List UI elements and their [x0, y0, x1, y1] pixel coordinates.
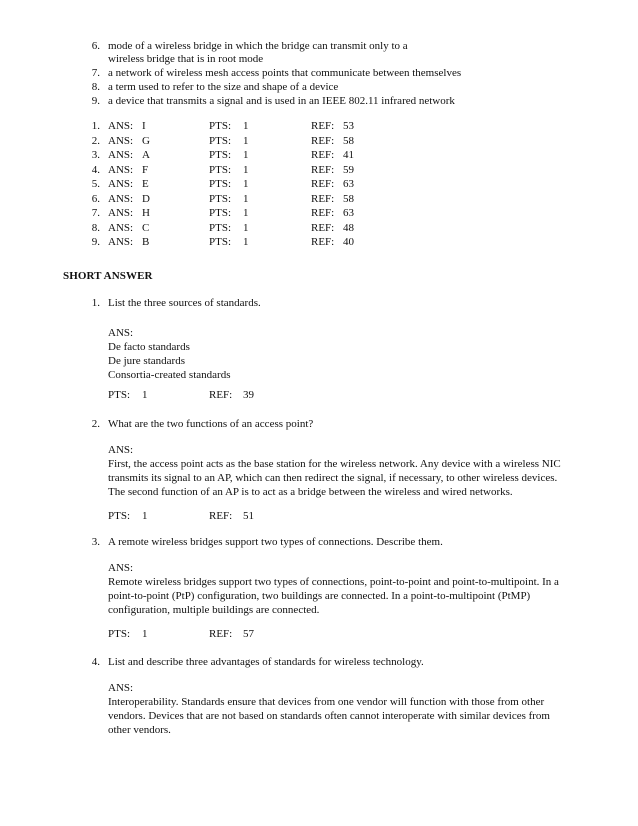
ref-value: 53	[343, 120, 354, 132]
pts-value: 1	[243, 193, 249, 205]
answer-line: Remote wireless bridges support two types of connections, point-to-point and point-to-multipoint. In a	[108, 576, 559, 588]
ans-label: ANS:	[108, 135, 134, 147]
question-number: 3.	[91, 536, 100, 548]
ref-label: REF:	[209, 628, 233, 640]
question-number: 2.	[91, 418, 100, 430]
ref-label: REF:	[311, 207, 335, 219]
ans-label: ANS:	[108, 207, 134, 219]
row-number: 6.	[91, 193, 100, 205]
answer-line: Consortia-created standards	[108, 369, 231, 381]
pts-value: 1	[243, 135, 249, 147]
ans-label: ANS:	[108, 222, 134, 234]
ans-value: A	[142, 149, 150, 161]
ans-value: B	[142, 236, 150, 248]
question-text: What are the two functions of an access point?	[108, 418, 314, 430]
row-number: 7.	[91, 207, 100, 219]
ans-value: E	[142, 178, 149, 190]
pts-value: 1	[243, 149, 249, 161]
ref-label: REF:	[311, 178, 335, 190]
pts-label: PTS:	[209, 120, 232, 132]
question-text: List and describe three advantages of standards for wireless technology.	[108, 656, 424, 668]
item-number: 7.	[91, 67, 100, 79]
ref-value: 40	[343, 236, 354, 248]
pts-value: 1	[243, 207, 249, 219]
row-number: 2.	[91, 135, 100, 147]
pts-value: 1	[142, 510, 148, 522]
ref-label: REF:	[311, 236, 335, 248]
ans-label: ANS:	[108, 164, 134, 176]
item-number: 9.	[91, 95, 100, 107]
question-text: A remote wireless bridges support two types of connections. Describe them.	[108, 536, 443, 548]
answer-line: De jure standards	[108, 355, 185, 367]
row-number: 3.	[91, 149, 100, 161]
ref-label: REF:	[311, 222, 335, 234]
ans-label: ANS:	[108, 327, 134, 339]
section-heading: SHORT ANSWER	[63, 270, 153, 282]
answer-line: First, the access point acts as the base station for the wireless network. Any device with a wireless NIC	[108, 458, 561, 470]
ref-value: 39	[243, 389, 254, 401]
question-number: 4.	[91, 656, 100, 668]
item-number: 8.	[91, 81, 100, 93]
pts-label: PTS:	[209, 135, 232, 147]
ans-value: H	[142, 207, 150, 219]
ans-label: ANS:	[108, 682, 134, 694]
ref-label: REF:	[311, 193, 335, 205]
ref-value: 59	[343, 164, 354, 176]
ans-label: ANS:	[108, 236, 134, 248]
pts-label: PTS:	[209, 207, 232, 219]
row-number: 5.	[91, 178, 100, 190]
pts-value: 1	[243, 120, 249, 132]
row-number: 4.	[91, 164, 100, 176]
ref-label: REF:	[209, 389, 233, 401]
question-number: 1.	[91, 297, 100, 309]
pts-value: 1	[243, 178, 249, 190]
ans-label: ANS:	[108, 562, 134, 574]
ref-label: REF:	[209, 510, 233, 522]
pts-value: 1	[142, 389, 148, 401]
pts-value: 1	[243, 222, 249, 234]
answer-line: vendors. Devices that are not based on standards often cannot interoperate with similar devices from	[108, 710, 550, 722]
ans-label: ANS:	[108, 120, 134, 132]
item-text: a network of wireless mesh access points that communicate between themselves	[108, 67, 462, 79]
pts-label: PTS:	[209, 236, 232, 248]
pts-label: PTS:	[108, 628, 131, 640]
ans-label: ANS:	[108, 193, 134, 205]
pts-label: PTS:	[209, 222, 232, 234]
pts-label: PTS:	[209, 164, 232, 176]
item-text: a term used to refer to the size and shape of a device	[108, 81, 339, 93]
row-number: 9.	[91, 236, 100, 248]
pts-label: PTS:	[108, 389, 131, 401]
ref-value: 63	[343, 178, 354, 190]
ref-label: REF:	[311, 135, 335, 147]
ans-value: D	[142, 193, 150, 205]
ans-value: I	[142, 120, 146, 132]
ans-value: G	[142, 135, 150, 147]
pts-label: PTS:	[209, 178, 232, 190]
answer-line: configuration, multiple buildings are connected.	[108, 604, 320, 616]
pts-value: 1	[243, 236, 249, 248]
item-text: mode of a wireless bridge in which the bridge can transmit only to a	[108, 40, 408, 52]
answer-line: other vendors.	[108, 724, 171, 736]
answer-line: Interoperability. Standards ensure that devices from one vendor will function with those from other	[108, 696, 545, 708]
item-number: 6.	[91, 40, 100, 52]
ref-label: REF:	[311, 149, 335, 161]
ref-label: REF:	[311, 120, 335, 132]
ans-label: ANS:	[108, 178, 134, 190]
ans-value: F	[142, 164, 149, 176]
answer-line: point-to-point (PtP) configuration, two buildings are connected. In a point-to-multipoint (PtMP)	[108, 590, 531, 602]
ref-value: 51	[243, 510, 254, 522]
row-number: 8.	[91, 222, 100, 234]
ref-value: 41	[343, 149, 354, 161]
pts-value: 1	[243, 164, 249, 176]
ref-value: 58	[343, 193, 354, 205]
answer-line: The second function of an AP is to act as a bridge between the wireless and wired networks.	[108, 486, 513, 498]
answer-line: transmits its signal to an AP, which can then redirect the signal, if necessary, to other wireless devices.	[108, 472, 558, 484]
ref-value: 57	[243, 628, 254, 640]
ref-value: 58	[343, 135, 354, 147]
item-text: wireless bridge that is in root mode	[108, 53, 264, 65]
pts-label: PTS:	[108, 510, 131, 522]
pts-value: 1	[142, 628, 148, 640]
row-number: 1.	[91, 120, 100, 132]
ref-label: REF:	[311, 164, 335, 176]
ans-label: ANS:	[108, 149, 134, 161]
ref-value: 48	[343, 222, 354, 234]
ans-label: ANS:	[108, 444, 134, 456]
ref-value: 63	[343, 207, 354, 219]
question-text: List the three sources of standards.	[108, 297, 261, 309]
answer-line: De facto standards	[108, 341, 190, 353]
pts-label: PTS:	[209, 149, 232, 161]
item-text: a device that transmits a signal and is used in an IEEE 802.11 infrared network	[108, 95, 455, 107]
ans-value: C	[142, 222, 150, 234]
pts-label: PTS:	[209, 193, 232, 205]
